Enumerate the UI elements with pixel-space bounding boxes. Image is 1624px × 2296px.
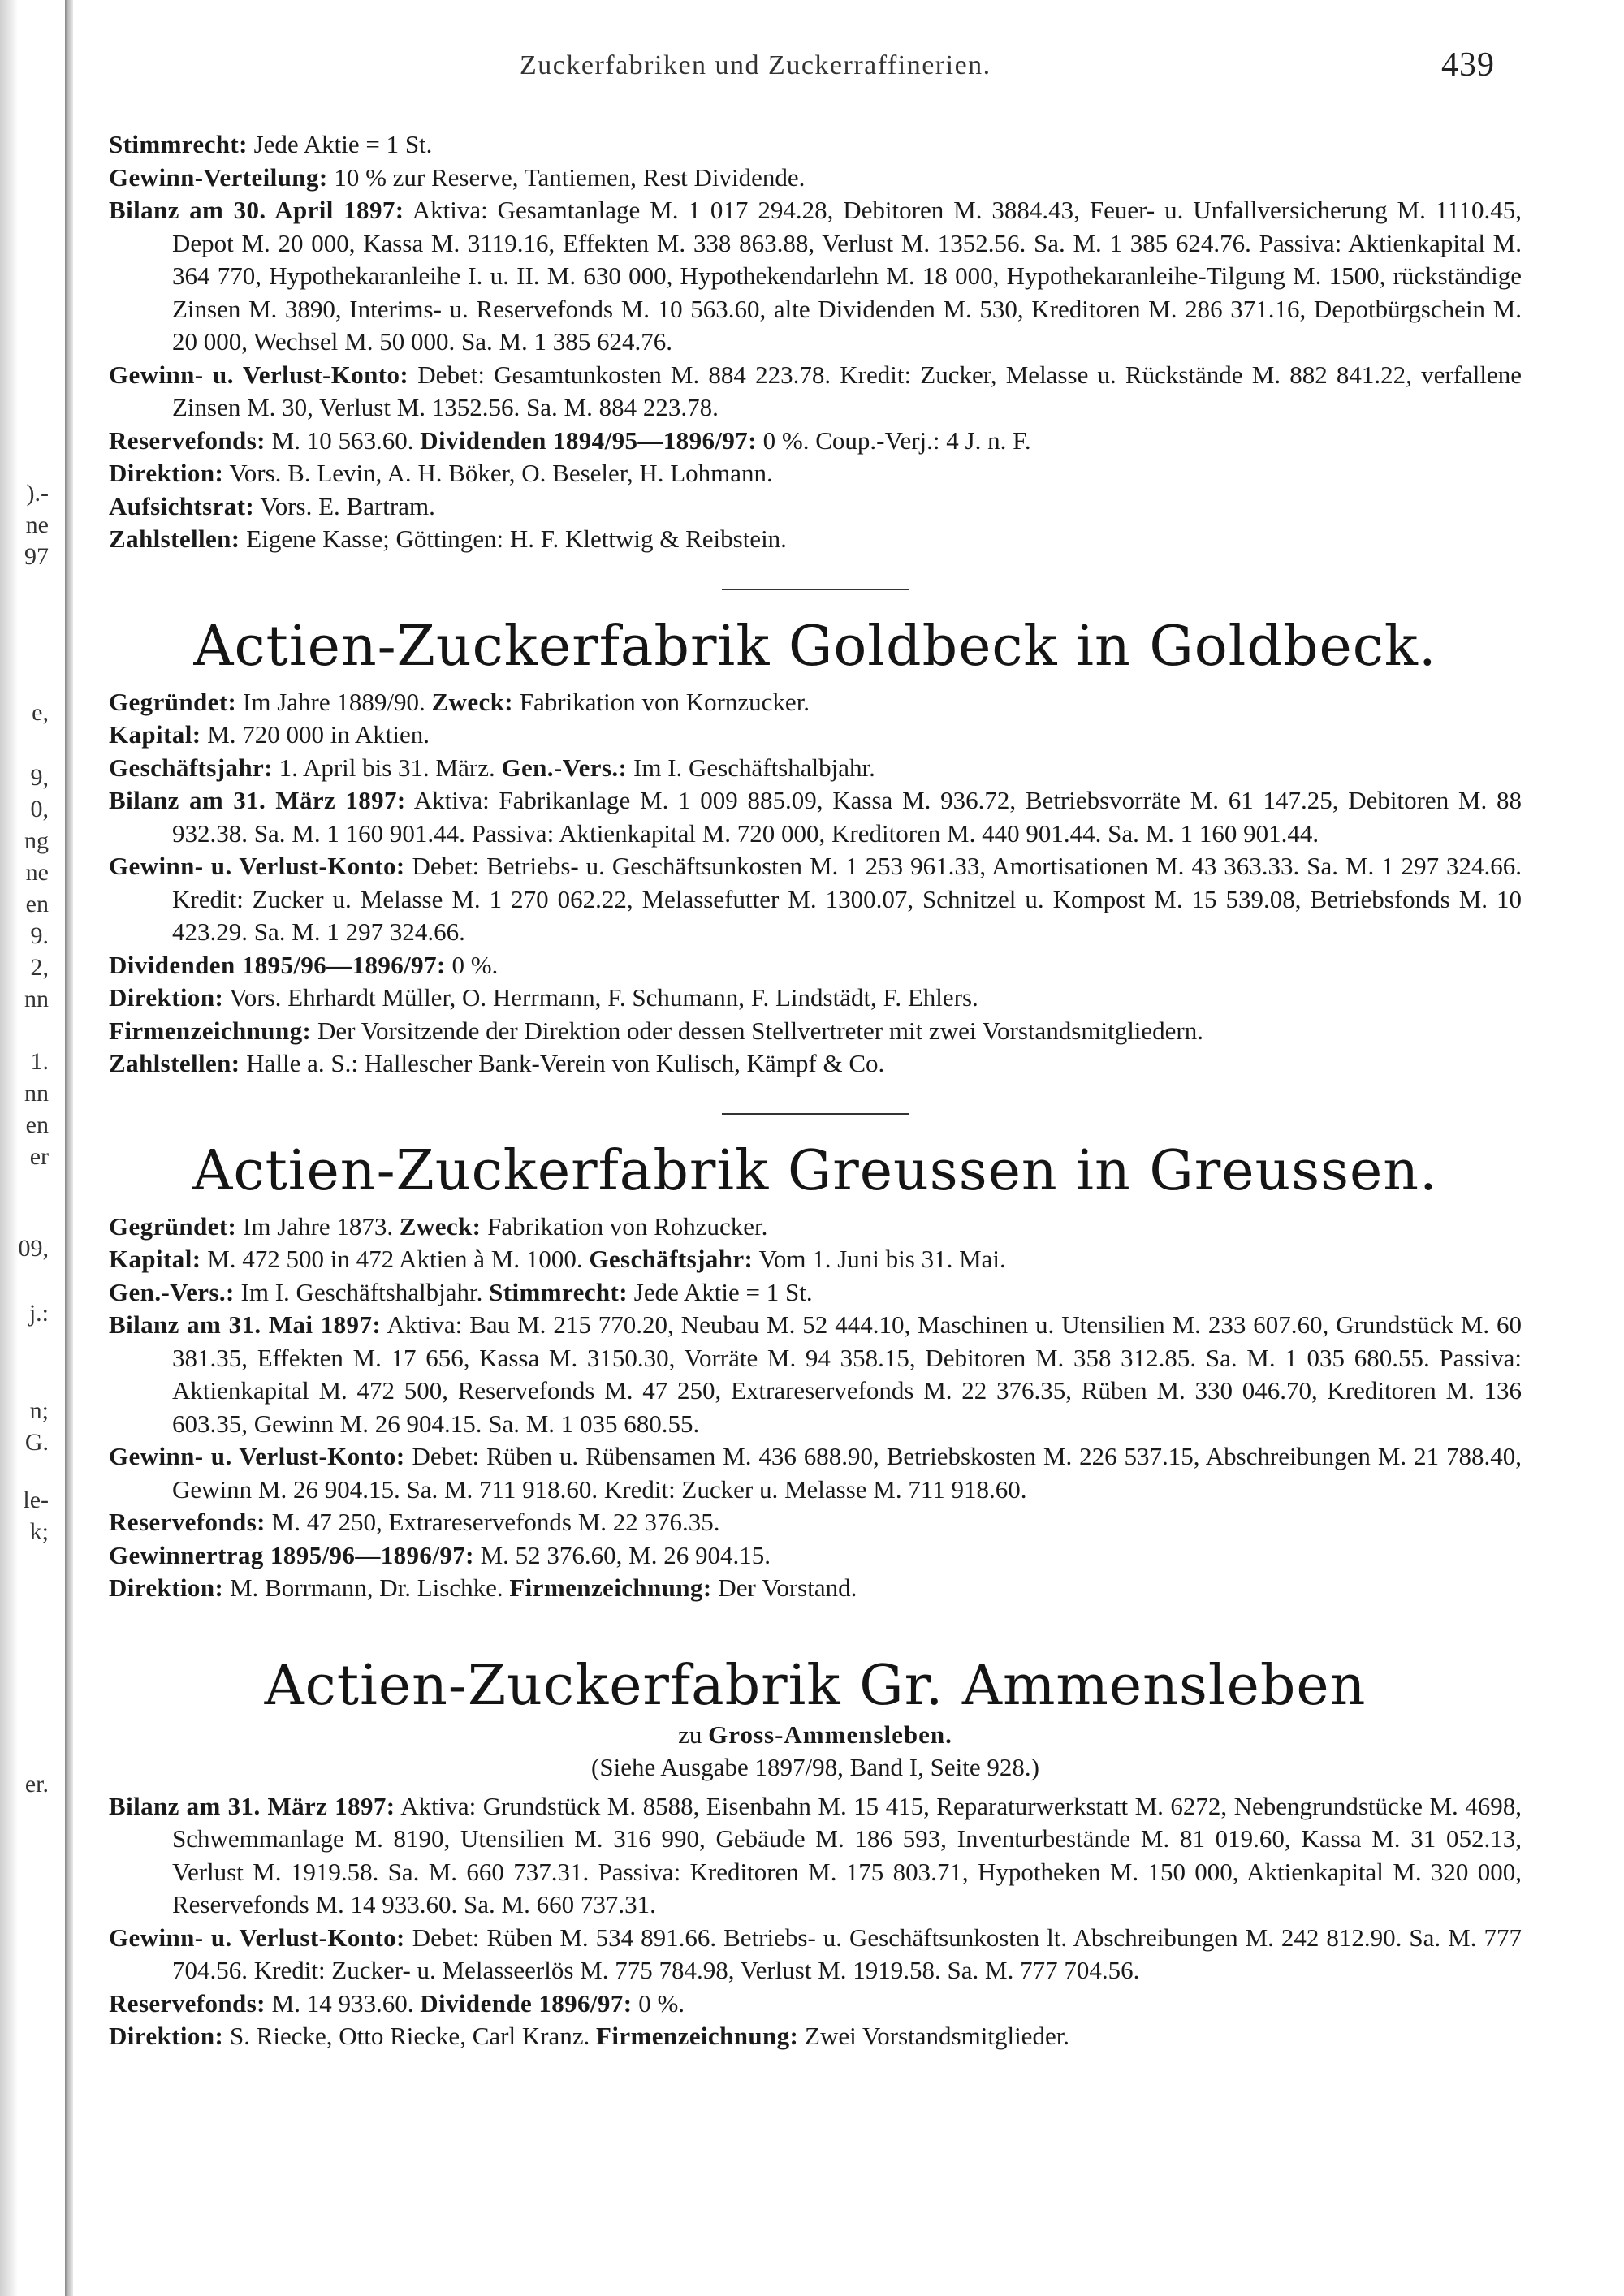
entry-line: Bilanz am 30. April 1897: Aktiva: Gesamtanlage M. 1 017 294.28, Debitoren M. 3884.43, Feuer- u. Unfallversicherung M. 1110.45, Depot M. 20 000, Kassa M. 3119.16, Effekten M. 338 863.88, Verlust M. 1352.56. Sa. M. 1 385 624.76. Passiva: Aktienkapital M. 364 770, Hypothekaranleihe I. u. II. M. 630 000, Hypothekendarlehn M. 18 000, Hypothekaranleihe-Tilgung M. 1500, rückständige Zinsen M. 3890, Interims- u. Reservefonds M. 10 563.60, alte Dividenden M. 530, Kreditoren M. 286 371.16, Depotbürgschein M. 20 000, Wechsel M. 50 000. Sa. M. 1 385 624.76. <box>109 196 1522 356</box>
entry-line: Direktion: S. Riecke, Otto Riecke, Carl Kranz. Firmenzeichnung: Zwei Vorstandsmitglieder. <box>109 2022 1070 2050</box>
entry-continued <box>109 128 1522 2053</box>
margin-fragment: n; G. <box>24 1397 49 1456</box>
company-title: Actien-Zuckerfabrik Goldbeck in Goldbeck. <box>193 614 1437 679</box>
company-subtitle: zu Gross-Ammensleben. <box>678 1720 952 1749</box>
margin-fragment: e, <box>32 699 49 726</box>
company-title: Actien-Zuckerfabrik Gr. Ammensleben <box>264 1653 1367 1718</box>
entry-line: Gewinn- u. Verlust-Konto: Debet: Betriebs- u. Geschäftsunkosten M. 1 253 961.33, Amortisationen M. 43 363.33. Sa. M. 1 297 324.66. Kredit: Zucker u. Melasse M. 1 270 062.22, Melassefutter M. 1300.07, Schnitzel u. Kompost M. 15 539.08, Betriebsfonds M. 10 423.29. Sa. M. 1 297 324.66. <box>109 852 1522 946</box>
company-title: Actien-Zuckerfabrik Greussen in Greussen. <box>192 1138 1438 1203</box>
margin-fragment: j.: <box>28 1300 49 1327</box>
entry-line: Zahlstellen: Eigene Kasse; Göttingen: H. F. Klettwig & Reibstein. <box>109 524 787 553</box>
entry-line: Stimmrecht: Jede Aktie = 1 St. <box>109 130 433 158</box>
page-number: 439 <box>1441 46 1495 84</box>
entry-line: Reservefonds: M. 10 563.60. Dividenden 1894/95—1896/97: 0 %. Coup.-Verj.: 4 J. n. F. <box>109 425 1031 455</box>
entry-line: Bilanz am 31. März 1897: Aktiva: Grundstück M. 8588, Eisenbahn M. 15 415, Reparaturwerkstatt M. 6272, Nebengrundstücke M. 4698, Schwemmanlage M. 8190, Utensilien M. 316 990, Gebäude M. 186 593, Inventurbestände M. 81 019.60, Kassa M. 31 052.13, Verlust M. 1919.58. Sa. M. 660 737.31. Passiva: Kreditoren M. 175 803.71, Hypotheken M. 150 000, Aktienkapital M. 320 000, Reservefonds M. 14 933.60. Sa. M. 660 737.31. <box>109 1791 1522 1918</box>
entry-line: Bilanz am 31. März 1897: Aktiva: Fabrikanlage M. 1 009 885.09, Kassa M. 936.72, Betriebsvorräte M. 61 147.25, Debitoren M. 88 932.38. Sa. M. 1 160 901.44. Passiva: Aktienkapital M. 720 000, Kreditoren M. 440 901.44. Sa. M. 1 160 901.44. <box>109 786 1522 848</box>
entry-line: Gewinn- u. Verlust-Konto: Debet: Rüben M. 534 891.66. Betriebs- u. Geschäftsunkosten lt. Abschreibungen M. 242 812.90. Sa. M. 777 704.56. Kredit: Zucker- u. Melasseerlös M. 775 784.98, Verlust M. 1919.58. Sa. M. 777 704.56. <box>109 1923 1522 1984</box>
entry-line: Gewinn- u. Verlust-Konto: Debet: Rüben u. Rübensamen M. 436 688.90, Betriebskosten M. 226 537.15, Abschreibungen M. 21 788.40, Gewinn M. 26 904.15. Sa. M. 711 918.60. Kredit: Zucker u. Melasse M. 711 918.60. <box>109 1442 1522 1504</box>
entry-line: Firmenzeichnung: Der Vorsitzende der Direktion oder dessen Stellvertreter mit zwei Vorstandsmitgliedern. <box>109 1016 1204 1045</box>
entry-line: Zahlstellen: Halle a. S.: Hallescher Bank-Verein von Kulisch, Kämpf & Co. <box>109 1049 885 1077</box>
entry-line: Geschäftsjahr: 1. April bis 31. März. Gen.-Vers.: Im I. Geschäftshalbjahr. <box>109 753 875 782</box>
running-head: Zuckerfabriken und Zuckerraffinerien. <box>520 50 991 80</box>
edition-reference: (Siehe Ausgabe 1897/98, Band I, Seite 928.) <box>591 1752 1039 1781</box>
margin-fragment: 09, <box>18 1235 49 1262</box>
entry-line: Kapital: M. 472 500 in 472 Aktien à M. 1000. Geschäftsjahr: Vom 1. Juni bis 31. Mai. <box>109 1245 1006 1273</box>
entry-line: Direktion: M. Borrmann, Dr. Lischke. Firmenzeichnung: Der Vorstand. <box>109 1573 857 1602</box>
margin-fragment: ).- ne 97 <box>24 480 49 570</box>
margin-fragment: 1. nn en er <box>24 1048 49 1170</box>
entry-line: Bilanz am 31. Mai 1897: Aktiva: Bau M. 215 770.20, Neubau M. 52 444.10, Maschinen u. Utensilien M. 233 607.60, Grundstück M. 60 381.35, Effekten M. 17 656, Kassa M. 3150.30, Vorräte M. 94 358.15, Debitoren M. 358 312.85. Sa. M. 1 035 680.55. Passiva: Aktienkapital M. 472 500, Reservefonds M. 47 250, Extrareservefonds M. 22 376.35, Rüben M. 330 046.70, Kreditoren M. 136 603.35, Gewinn M. 26 904.15. Sa. M. 1 035 680.55. <box>109 1310 1522 1438</box>
entry-line: Gewinn- u. Verlust-Konto: Debet: Gesamtunkosten M. 884 223.78. Kredit: Zucker, Melasse u. Rückstände M. 882 841.22, verfallene Zinsen M. 30, Verlust M. 1352.56. Sa. M. 884 223.78. <box>109 360 1522 421</box>
entry-line: Aufsichtsrat: Vors. E. Bartram. <box>109 491 435 520</box>
binding-line <box>65 0 73 2296</box>
entry-line: Reservefonds: M. 14 933.60. Dividende 1896/97: 0 %. <box>109 1988 685 2018</box>
entry-line: Dividenden 1895/96—1896/97: 0 %. <box>109 950 499 979</box>
entry-line: Gewinn-Verteilung: 10 % zur Reserve, Tantiemen, Rest Dividende. <box>109 162 806 192</box>
margin-fragment: er. <box>24 1771 49 1798</box>
section-divider <box>722 589 909 590</box>
entry-line: Direktion: Vors. Ehrhardt Müller, O. Herrmann, F. Schumann, F. Lindstädt, F. Ehlers. <box>109 983 978 1012</box>
entry-line: Gegründet: Im Jahre 1889/90. Zweck: Fabrikation von Kornzucker. <box>109 687 810 716</box>
entry-line: Gewinnertrag 1895/96—1896/97: M. 52 376.60, M. 26 904.15. <box>109 1540 771 1569</box>
entry-line: Direktion: Vors. B. Levin, A. H. Böker, O. Beseler, H. Lohmann. <box>109 459 773 487</box>
entry-line: Reservefonds: M. 47 250, Extrareservefonds M. 22 376.35. <box>109 1508 720 1536</box>
margin-fragment: 9, 0, ng ne en 9. 2, nn <box>24 764 49 1012</box>
entry-line: Kapital: M. 720 000 in Aktien. <box>109 720 430 749</box>
margin-fragment: le- k; <box>23 1487 49 1545</box>
section-divider <box>722 1113 909 1115</box>
entry-line: Gen.-Vers.: Im I. Geschäftshalbjahr. Stimmrecht: Jede Aktie = 1 St. <box>109 1277 813 1306</box>
entry-line: Gegründet: Im Jahre 1873. Zweck: Fabrikation von Rohzucker. <box>109 1211 768 1241</box>
